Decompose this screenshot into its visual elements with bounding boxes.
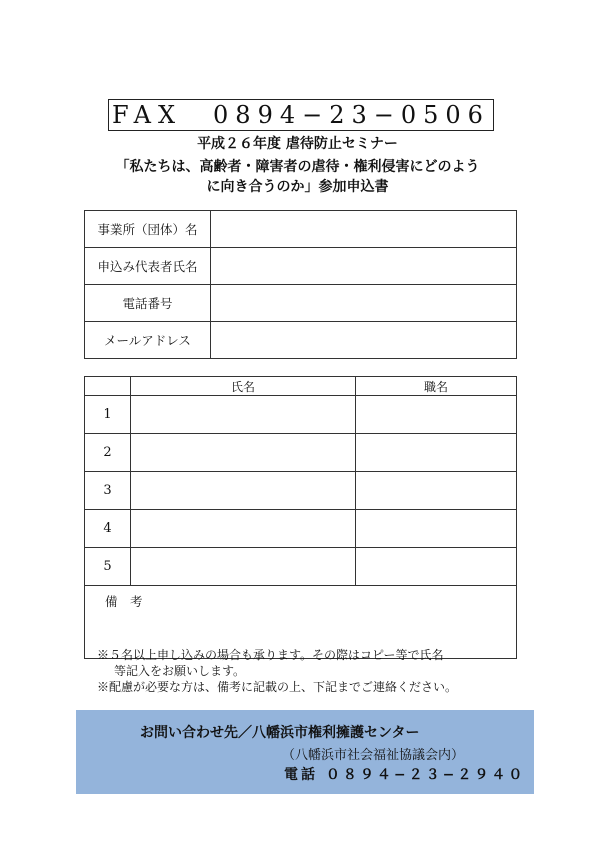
contact-suborg: （八幡浜市社会福祉協議会内） <box>282 748 465 763</box>
row-number: 5 <box>85 548 131 586</box>
table-row <box>85 396 517 434</box>
row-number: 1 <box>85 396 131 434</box>
job-title-header: 職名 <box>356 377 517 396</box>
table-row <box>85 472 517 510</box>
participant-name-field[interactable] <box>131 396 356 434</box>
remarks-label: 備 考 <box>105 594 143 609</box>
form-row <box>85 322 517 359</box>
notes <box>97 647 527 695</box>
title-line-2: 「私たちは、高齢者・障害者の虐待・権利侵害にどのよう <box>115 159 480 175</box>
representative-field[interactable] <box>211 248 517 285</box>
contact-org: お問い合わせ先／八幡浜市権利擁護センター <box>140 725 420 741</box>
participant-title-field[interactable] <box>356 548 517 586</box>
note-1-continued: 等記入をお願いします。 <box>114 664 246 678</box>
participants-table <box>84 376 517 659</box>
participant-name-field[interactable] <box>131 548 356 586</box>
phone-label: 電話番号 <box>85 285 211 322</box>
table-row <box>85 548 517 586</box>
participant-name-field[interactable] <box>131 472 356 510</box>
table-header-row <box>85 377 517 396</box>
name-header: 氏名 <box>131 377 356 396</box>
org-name-label: 事業所（団体）名 <box>85 211 211 248</box>
row-number: 4 <box>85 510 131 548</box>
title-line-1: 平成２６年度 虐待防止セミナー <box>197 136 398 152</box>
title-line-3: に向き合うのか」参加申込書 <box>206 179 389 195</box>
org-name-field[interactable] <box>211 211 517 248</box>
form-row <box>85 248 517 285</box>
email-label: メールアドレス <box>85 322 211 359</box>
participant-name-field[interactable] <box>131 434 356 472</box>
note-2: ※配慮が必要な方は、備考に記載の上、下記までご連絡ください。 <box>97 680 458 694</box>
representative-label: 申込み代表者氏名 <box>85 248 211 285</box>
organization-form <box>84 210 517 359</box>
participant-title-field[interactable] <box>356 472 517 510</box>
row-number: 3 <box>85 472 131 510</box>
form-row <box>85 285 517 322</box>
form-row <box>85 211 517 248</box>
contact-phone: 電話 ０８９４−２３−２９４０ <box>284 767 526 783</box>
note-1: ※５名以上申し込みの場合も承ります。その際はコピー等で氏名 <box>97 648 444 662</box>
row-number: 2 <box>85 434 131 472</box>
table-row <box>85 434 517 472</box>
participant-title-field[interactable] <box>356 434 517 472</box>
phone-field[interactable] <box>211 285 517 322</box>
participant-name-field[interactable] <box>131 510 356 548</box>
num-header <box>85 377 131 396</box>
fax-number: FAX 0894−23−0506 <box>108 99 494 131</box>
contact-panel <box>76 710 534 794</box>
participant-title-field[interactable] <box>356 510 517 548</box>
email-field[interactable] <box>211 322 517 359</box>
table-row <box>85 510 517 548</box>
participant-title-field[interactable] <box>356 396 517 434</box>
